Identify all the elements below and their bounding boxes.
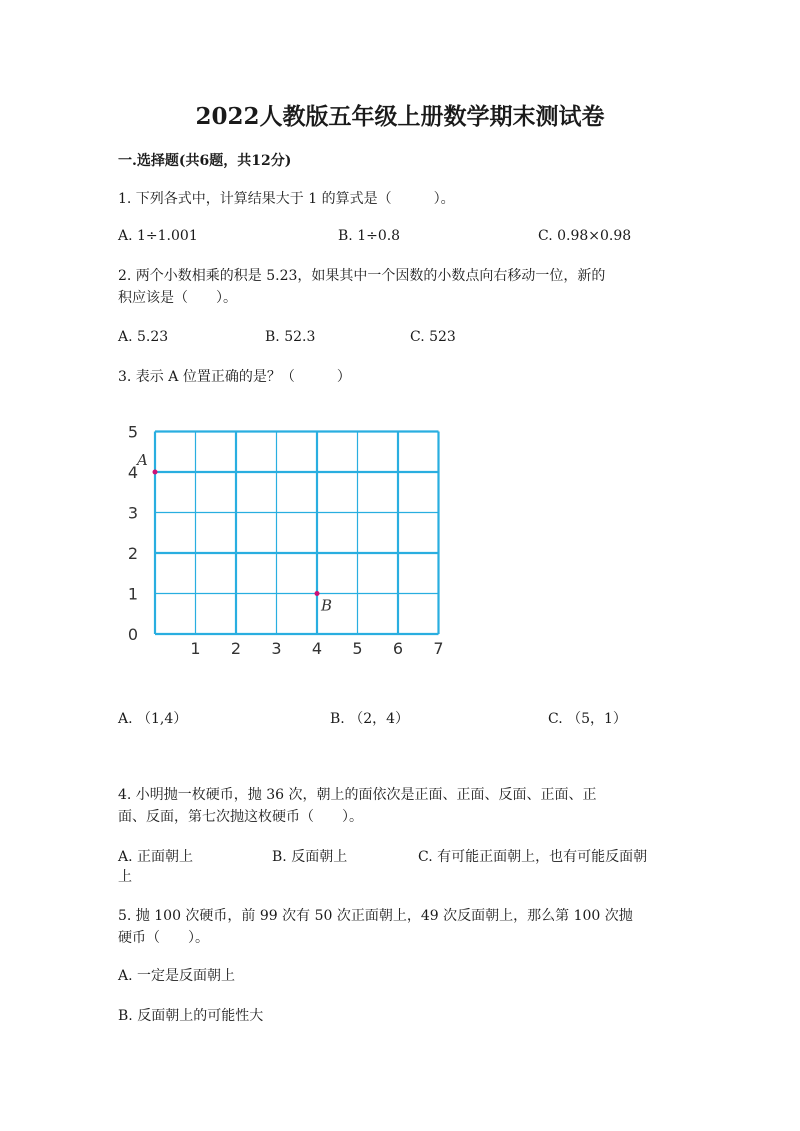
question-5-line2: 硬币（ ）。	[118, 930, 209, 946]
x-tick-label: 5	[352, 639, 363, 658]
question-1: 1. 下列各式中，计算结果大于 1 的算式是（ ）。	[118, 191, 455, 207]
point-label-b: B	[321, 596, 333, 615]
q4-option-c-continued: 上	[118, 869, 132, 885]
q2-option-b: B. 52.3	[265, 329, 316, 345]
q2-option-a: A. 5.23	[118, 329, 169, 345]
q4-option-b: B. 反面朝上	[272, 849, 348, 865]
point-b	[315, 591, 320, 596]
question-2-line2: 积应该是（ ）。	[118, 290, 237, 306]
points	[135, 451, 332, 615]
q2-option-c: C. 523	[410, 329, 456, 345]
q4-option-a: A. 正面朝上	[118, 849, 194, 865]
y-tick-label: 1	[127, 584, 139, 604]
q1-option-a: A. 1÷1.001	[118, 228, 198, 244]
x-tick-label: 6	[392, 639, 404, 658]
y-tick-label: 3	[127, 503, 139, 523]
section-heading: 一.选择题(共6题，共12分)	[118, 153, 292, 169]
x-tick-label: 7	[433, 639, 444, 658]
x-tick-label: 4	[311, 639, 323, 658]
question-4-line1: 4. 小明抛一枚硬币，抛 36 次，朝上的面依次是正面、正面、反面、正面、正	[118, 787, 597, 803]
grid-lines	[155, 432, 439, 635]
page-title: 2022人教版五年级上册数学期末测试卷	[195, 103, 605, 130]
question-3: 3. 表示 A 位置正确的是？（ ）	[118, 369, 351, 385]
y-tick-label: 2	[127, 544, 139, 563]
x-tick-label: 2	[230, 639, 242, 658]
question-2-line1: 2. 两个小数相乘的积是 5.23，如果其中一个因数的小数点向右移动一位，新的	[118, 268, 606, 284]
x-tick-label: 1	[190, 639, 201, 658]
q5-option-a: A. 一定是反面朝上	[118, 968, 236, 984]
point-label-a: A	[137, 451, 148, 469]
y-tick-label: 5	[127, 422, 139, 442]
q1-option-c: C. 0.98×0.98	[538, 228, 632, 244]
q4-option-c: C. 有可能正面朝上，也有可能反面朝	[418, 849, 648, 865]
question-5-line1: 5. 抛 100 次硬币，前 99 次有 50 次正面朝上，49 次反面朝上，那么第 100 次抛	[118, 908, 633, 924]
q3-option-c: C. （5，1）	[548, 711, 627, 727]
point-a	[153, 470, 158, 475]
q3-option-a: A. （1,4）	[118, 711, 188, 727]
question-4-line2: 面、反面，第七次抛这枚硬币（ ）。	[118, 809, 363, 825]
y-tick-label: 0	[127, 625, 139, 644]
q3-option-b: B. （2，4）	[330, 711, 410, 727]
x-tick-label: 3	[271, 639, 282, 658]
x-tick-labels	[190, 639, 443, 658]
y-tick-label: 4	[127, 463, 139, 482]
q1-option-b: B. 1÷0.8	[338, 228, 401, 244]
coordinate-grid	[118, 418, 458, 668]
q5-option-b: B. 反面朝上的可能性大	[118, 1008, 264, 1024]
